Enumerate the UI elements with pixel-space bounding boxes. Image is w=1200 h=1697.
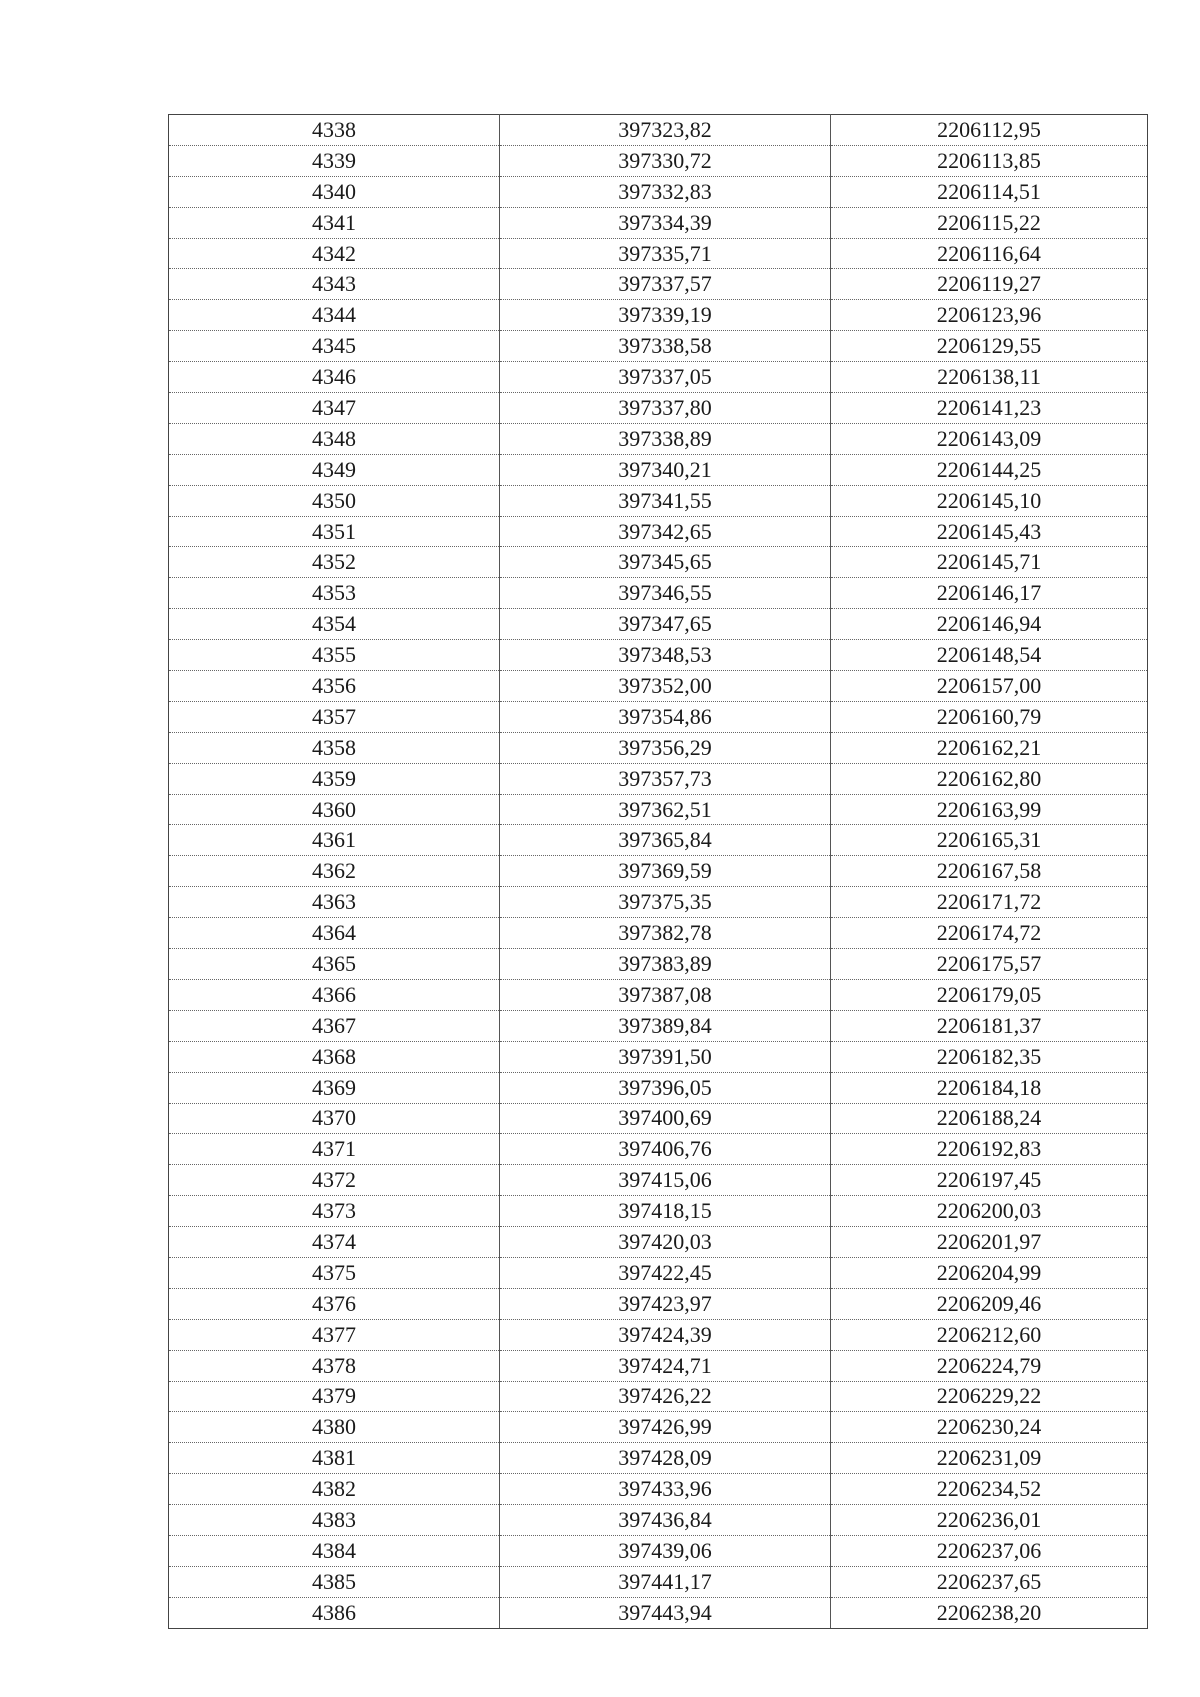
table-row bbox=[169, 1566, 1148, 1597]
table-row bbox=[169, 1381, 1148, 1412]
table-row bbox=[169, 1134, 1148, 1165]
table-row bbox=[169, 1474, 1148, 1505]
y-coordinate-cell: 2206148,54 bbox=[831, 640, 1148, 671]
table-row bbox=[169, 1535, 1148, 1566]
point-number-cell: 4365 bbox=[169, 949, 500, 980]
x-coordinate-cell: 397352,00 bbox=[500, 671, 831, 702]
table-row bbox=[169, 423, 1148, 454]
table-row bbox=[169, 516, 1148, 547]
y-coordinate-cell: 2206174,72 bbox=[831, 918, 1148, 949]
y-coordinate-cell: 2206157,00 bbox=[831, 671, 1148, 702]
x-coordinate-cell: 397424,39 bbox=[500, 1319, 831, 1350]
table-row bbox=[169, 1597, 1148, 1628]
point-number-cell: 4359 bbox=[169, 763, 500, 794]
table-row bbox=[169, 609, 1148, 640]
table-row bbox=[169, 794, 1148, 825]
y-coordinate-cell: 2206229,22 bbox=[831, 1381, 1148, 1412]
x-coordinate-cell: 397362,51 bbox=[500, 794, 831, 825]
y-coordinate-cell: 2206179,05 bbox=[831, 979, 1148, 1010]
y-coordinate-cell: 2206141,23 bbox=[831, 393, 1148, 424]
point-number-cell: 4355 bbox=[169, 640, 500, 671]
y-coordinate-cell: 2206162,21 bbox=[831, 732, 1148, 763]
x-coordinate-cell: 397382,78 bbox=[500, 918, 831, 949]
y-coordinate-cell: 2206230,24 bbox=[831, 1412, 1148, 1443]
x-coordinate-cell: 397387,08 bbox=[500, 979, 831, 1010]
point-number-cell: 4384 bbox=[169, 1535, 500, 1566]
table-row bbox=[169, 1257, 1148, 1288]
x-coordinate-cell: 397335,71 bbox=[500, 238, 831, 269]
table-row bbox=[169, 547, 1148, 578]
point-number-cell: 4381 bbox=[169, 1443, 500, 1474]
table-row bbox=[169, 1041, 1148, 1072]
point-number-cell: 4346 bbox=[169, 362, 500, 393]
y-coordinate-cell: 2206175,57 bbox=[831, 949, 1148, 980]
x-coordinate-cell: 397332,83 bbox=[500, 176, 831, 207]
y-coordinate-cell: 2206163,99 bbox=[831, 794, 1148, 825]
x-coordinate-cell: 397348,53 bbox=[500, 640, 831, 671]
table-row bbox=[169, 485, 1148, 516]
point-number-cell: 4363 bbox=[169, 887, 500, 918]
x-coordinate-cell: 397369,59 bbox=[500, 856, 831, 887]
table-row bbox=[169, 1412, 1148, 1443]
point-number-cell: 4386 bbox=[169, 1597, 500, 1628]
y-coordinate-cell: 2206145,43 bbox=[831, 516, 1148, 547]
point-number-cell: 4366 bbox=[169, 979, 500, 1010]
y-coordinate-cell: 2206146,94 bbox=[831, 609, 1148, 640]
y-coordinate-cell: 2206146,17 bbox=[831, 578, 1148, 609]
table-row bbox=[169, 1196, 1148, 1227]
y-coordinate-cell: 2206204,99 bbox=[831, 1257, 1148, 1288]
y-coordinate-cell: 2206224,79 bbox=[831, 1350, 1148, 1381]
table-row bbox=[169, 578, 1148, 609]
x-coordinate-cell: 397428,09 bbox=[500, 1443, 831, 1474]
point-number-cell: 4351 bbox=[169, 516, 500, 547]
x-coordinate-cell: 397356,29 bbox=[500, 732, 831, 763]
point-number-cell: 4354 bbox=[169, 609, 500, 640]
x-coordinate-cell: 397357,73 bbox=[500, 763, 831, 794]
table-row bbox=[169, 362, 1148, 393]
point-number-cell: 4360 bbox=[169, 794, 500, 825]
coordinates-table bbox=[168, 114, 1148, 1629]
x-coordinate-cell: 397334,39 bbox=[500, 207, 831, 238]
table-row bbox=[169, 1072, 1148, 1103]
x-coordinate-cell: 397375,35 bbox=[500, 887, 831, 918]
point-number-cell: 4347 bbox=[169, 393, 500, 424]
point-number-cell: 4371 bbox=[169, 1134, 500, 1165]
point-number-cell: 4374 bbox=[169, 1227, 500, 1258]
point-number-cell: 4367 bbox=[169, 1010, 500, 1041]
point-number-cell: 4361 bbox=[169, 825, 500, 856]
y-coordinate-cell: 2206165,31 bbox=[831, 825, 1148, 856]
table-row bbox=[169, 238, 1148, 269]
point-number-cell: 4348 bbox=[169, 423, 500, 454]
point-number-cell: 4340 bbox=[169, 176, 500, 207]
x-coordinate-cell: 397436,84 bbox=[500, 1505, 831, 1536]
x-coordinate-cell: 397330,72 bbox=[500, 145, 831, 176]
point-number-cell: 4385 bbox=[169, 1566, 500, 1597]
point-number-cell: 4339 bbox=[169, 145, 500, 176]
point-number-cell: 4377 bbox=[169, 1319, 500, 1350]
y-coordinate-cell: 2206238,20 bbox=[831, 1597, 1148, 1628]
table-row bbox=[169, 115, 1148, 146]
y-coordinate-cell: 2206123,96 bbox=[831, 300, 1148, 331]
x-coordinate-cell: 397422,45 bbox=[500, 1257, 831, 1288]
x-coordinate-cell: 397423,97 bbox=[500, 1288, 831, 1319]
x-coordinate-cell: 397439,06 bbox=[500, 1535, 831, 1566]
x-coordinate-cell: 397396,05 bbox=[500, 1072, 831, 1103]
point-number-cell: 4383 bbox=[169, 1505, 500, 1536]
y-coordinate-cell: 2206171,72 bbox=[831, 887, 1148, 918]
y-coordinate-cell: 2206234,52 bbox=[831, 1474, 1148, 1505]
y-coordinate-cell: 2206167,58 bbox=[831, 856, 1148, 887]
y-coordinate-cell: 2206182,35 bbox=[831, 1041, 1148, 1072]
x-coordinate-cell: 397426,22 bbox=[500, 1381, 831, 1412]
point-number-cell: 4364 bbox=[169, 918, 500, 949]
point-number-cell: 4373 bbox=[169, 1196, 500, 1227]
point-number-cell: 4369 bbox=[169, 1072, 500, 1103]
x-coordinate-cell: 397406,76 bbox=[500, 1134, 831, 1165]
point-number-cell: 4378 bbox=[169, 1350, 500, 1381]
point-number-cell: 4380 bbox=[169, 1412, 500, 1443]
x-coordinate-cell: 397415,06 bbox=[500, 1165, 831, 1196]
y-coordinate-cell: 2206145,10 bbox=[831, 485, 1148, 516]
y-coordinate-cell: 2206200,03 bbox=[831, 1196, 1148, 1227]
point-number-cell: 4370 bbox=[169, 1103, 500, 1134]
x-coordinate-cell: 397346,55 bbox=[500, 578, 831, 609]
x-coordinate-cell: 397337,57 bbox=[500, 269, 831, 300]
y-coordinate-cell: 2206119,27 bbox=[831, 269, 1148, 300]
x-coordinate-cell: 397389,84 bbox=[500, 1010, 831, 1041]
y-coordinate-cell: 2206181,37 bbox=[831, 1010, 1148, 1041]
y-coordinate-cell: 2206145,71 bbox=[831, 547, 1148, 578]
point-number-cell: 4379 bbox=[169, 1381, 500, 1412]
table-row bbox=[169, 640, 1148, 671]
table-row bbox=[169, 1165, 1148, 1196]
x-coordinate-cell: 397342,65 bbox=[500, 516, 831, 547]
point-number-cell: 4350 bbox=[169, 485, 500, 516]
y-coordinate-cell: 2206113,85 bbox=[831, 145, 1148, 176]
table-row bbox=[169, 701, 1148, 732]
table-row bbox=[169, 1350, 1148, 1381]
x-coordinate-cell: 397338,58 bbox=[500, 331, 831, 362]
y-coordinate-cell: 2206212,60 bbox=[831, 1319, 1148, 1350]
x-coordinate-cell: 397347,65 bbox=[500, 609, 831, 640]
table-row bbox=[169, 1288, 1148, 1319]
point-number-cell: 4349 bbox=[169, 454, 500, 485]
point-number-cell: 4341 bbox=[169, 207, 500, 238]
table-row bbox=[169, 1103, 1148, 1134]
table-row bbox=[169, 176, 1148, 207]
point-number-cell: 4352 bbox=[169, 547, 500, 578]
y-coordinate-cell: 2206129,55 bbox=[831, 331, 1148, 362]
table-row bbox=[169, 887, 1148, 918]
table-row bbox=[169, 207, 1148, 238]
table-row bbox=[169, 918, 1148, 949]
y-coordinate-cell: 2206116,64 bbox=[831, 238, 1148, 269]
table-row bbox=[169, 1319, 1148, 1350]
y-coordinate-cell: 2206201,97 bbox=[831, 1227, 1148, 1258]
x-coordinate-cell: 397426,99 bbox=[500, 1412, 831, 1443]
y-coordinate-cell: 2206114,51 bbox=[831, 176, 1148, 207]
x-coordinate-cell: 397433,96 bbox=[500, 1474, 831, 1505]
table-row bbox=[169, 1010, 1148, 1041]
x-coordinate-cell: 397354,86 bbox=[500, 701, 831, 732]
table-row bbox=[169, 1443, 1148, 1474]
y-coordinate-cell: 2206236,01 bbox=[831, 1505, 1148, 1536]
point-number-cell: 4357 bbox=[169, 701, 500, 732]
point-number-cell: 4368 bbox=[169, 1041, 500, 1072]
x-coordinate-cell: 397345,65 bbox=[500, 547, 831, 578]
x-coordinate-cell: 397383,89 bbox=[500, 949, 831, 980]
x-coordinate-cell: 397400,69 bbox=[500, 1103, 831, 1134]
y-coordinate-cell: 2206143,09 bbox=[831, 423, 1148, 454]
table-row bbox=[169, 732, 1148, 763]
point-number-cell: 4362 bbox=[169, 856, 500, 887]
point-number-cell: 4382 bbox=[169, 1474, 500, 1505]
table-row bbox=[169, 393, 1148, 424]
y-coordinate-cell: 2206112,95 bbox=[831, 115, 1148, 146]
x-coordinate-cell: 397424,71 bbox=[500, 1350, 831, 1381]
y-coordinate-cell: 2206237,65 bbox=[831, 1566, 1148, 1597]
point-number-cell: 4345 bbox=[169, 331, 500, 362]
x-coordinate-cell: 397420,03 bbox=[500, 1227, 831, 1258]
point-number-cell: 4344 bbox=[169, 300, 500, 331]
x-coordinate-cell: 397391,50 bbox=[500, 1041, 831, 1072]
point-number-cell: 4376 bbox=[169, 1288, 500, 1319]
table-row bbox=[169, 979, 1148, 1010]
point-number-cell: 4353 bbox=[169, 578, 500, 609]
table-row bbox=[169, 856, 1148, 887]
point-number-cell: 4343 bbox=[169, 269, 500, 300]
y-coordinate-cell: 2206197,45 bbox=[831, 1165, 1148, 1196]
point-number-cell: 4338 bbox=[169, 115, 500, 146]
point-number-cell: 4375 bbox=[169, 1257, 500, 1288]
y-coordinate-cell: 2206184,18 bbox=[831, 1072, 1148, 1103]
table-row bbox=[169, 949, 1148, 980]
table-row bbox=[169, 825, 1148, 856]
y-coordinate-cell: 2206188,24 bbox=[831, 1103, 1148, 1134]
table-row bbox=[169, 671, 1148, 702]
y-coordinate-cell: 2206162,80 bbox=[831, 763, 1148, 794]
table-row bbox=[169, 454, 1148, 485]
table-row bbox=[169, 1505, 1148, 1536]
y-coordinate-cell: 2206115,22 bbox=[831, 207, 1148, 238]
point-number-cell: 4342 bbox=[169, 238, 500, 269]
y-coordinate-cell: 2206160,79 bbox=[831, 701, 1148, 732]
x-coordinate-cell: 397365,84 bbox=[500, 825, 831, 856]
y-coordinate-cell: 2206138,11 bbox=[831, 362, 1148, 393]
x-coordinate-cell: 397340,21 bbox=[500, 454, 831, 485]
table-row bbox=[169, 1227, 1148, 1258]
x-coordinate-cell: 397443,94 bbox=[500, 1597, 831, 1628]
x-coordinate-cell: 397337,05 bbox=[500, 362, 831, 393]
x-coordinate-cell: 397323,82 bbox=[500, 115, 831, 146]
x-coordinate-cell: 397338,89 bbox=[500, 423, 831, 454]
table-row bbox=[169, 269, 1148, 300]
table-row bbox=[169, 300, 1148, 331]
table-row bbox=[169, 145, 1148, 176]
x-coordinate-cell: 397339,19 bbox=[500, 300, 831, 331]
x-coordinate-cell: 397341,55 bbox=[500, 485, 831, 516]
table-row bbox=[169, 331, 1148, 362]
x-coordinate-cell: 397418,15 bbox=[500, 1196, 831, 1227]
point-number-cell: 4372 bbox=[169, 1165, 500, 1196]
table-row bbox=[169, 763, 1148, 794]
x-coordinate-cell: 397441,17 bbox=[500, 1566, 831, 1597]
y-coordinate-cell: 2206209,46 bbox=[831, 1288, 1148, 1319]
point-number-cell: 4356 bbox=[169, 671, 500, 702]
y-coordinate-cell: 2206192,83 bbox=[831, 1134, 1148, 1165]
x-coordinate-cell: 397337,80 bbox=[500, 393, 831, 424]
coordinates-table-body bbox=[169, 115, 1148, 1629]
y-coordinate-cell: 2206231,09 bbox=[831, 1443, 1148, 1474]
y-coordinate-cell: 2206237,06 bbox=[831, 1535, 1148, 1566]
y-coordinate-cell: 2206144,25 bbox=[831, 454, 1148, 485]
point-number-cell: 4358 bbox=[169, 732, 500, 763]
